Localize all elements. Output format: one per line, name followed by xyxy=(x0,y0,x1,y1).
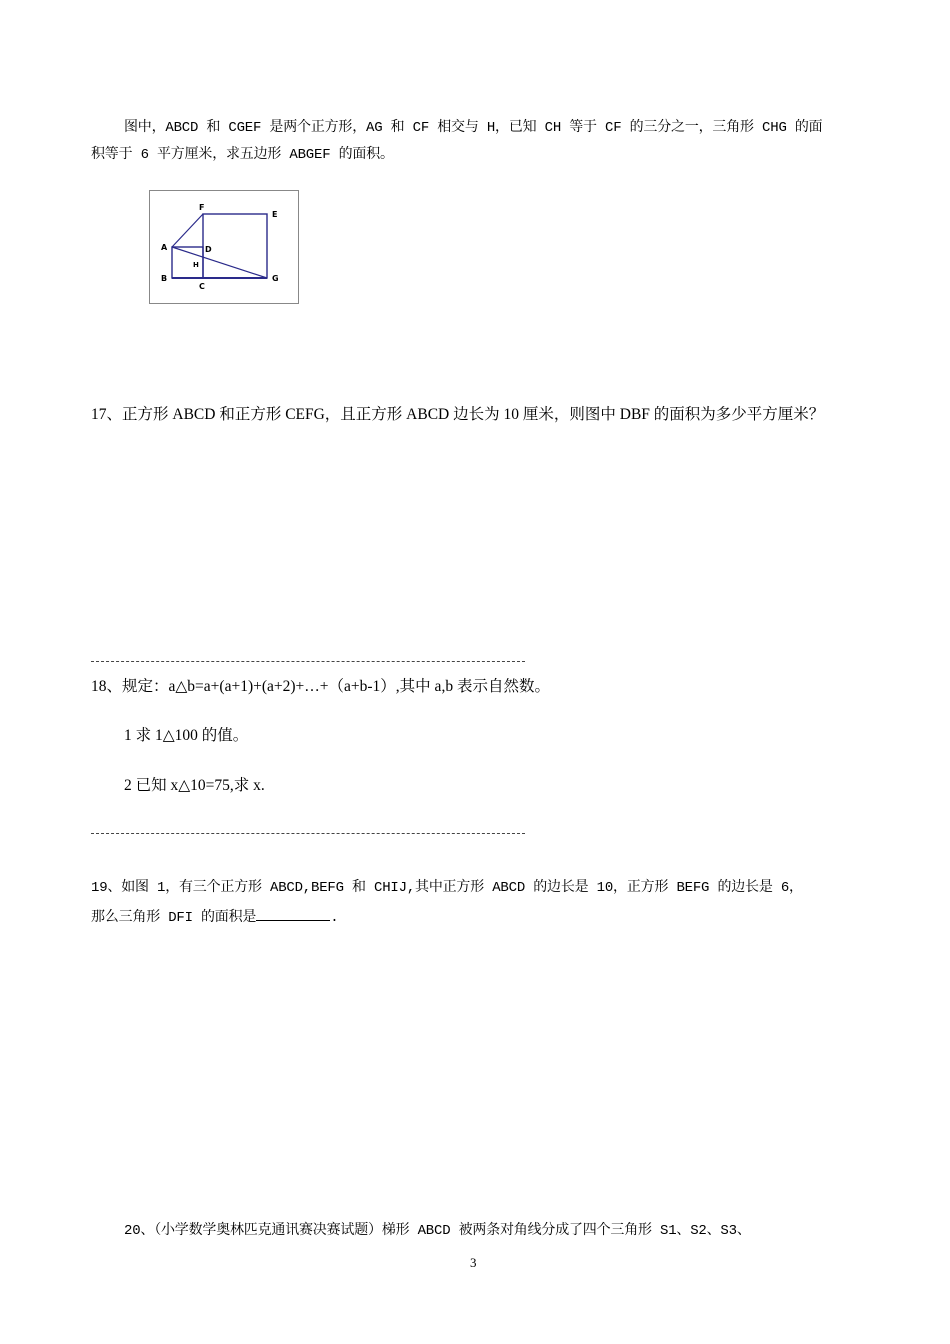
label-h: H xyxy=(193,261,199,269)
label-f: F xyxy=(199,203,205,212)
q18-part2: 2 已知 x△10=75,求 x. xyxy=(124,777,265,794)
question-20: 20、（小学数学奥林匹克通讯赛决赛试题）梯形 ABCD 被两条对角线分成了四个三角形 S1、S2、S3、 xyxy=(124,1223,751,1239)
answer-blank[interactable] xyxy=(256,906,330,921)
q19-line2-text: 那么三角形 DFI 的面积是 xyxy=(91,910,257,926)
question-17: 17、正方形 ABCD 和正方形 CEFG，且正方形 ABCD 边长为 10 厘米，则图中 DBF 的面积为多少平方厘米？ xyxy=(91,406,825,423)
page-number: 3 xyxy=(470,1255,477,1270)
label-c: C xyxy=(199,282,205,291)
q16-line1: 图中，ABCD 和 CGEF 是两个正方形，AG 和 CF 相交与 H，已知 CH 等于 CF 的三分之一，三角形 CHG 的面 xyxy=(124,120,823,136)
label-a: A xyxy=(161,243,168,252)
label-d: D xyxy=(205,245,212,254)
label-e: E xyxy=(272,210,278,219)
divider-1 xyxy=(91,661,525,662)
q19-line1: 19、如图 1，有三个正方形 ABCD,BEFG 和 CHIJ,其中正方形 ABCD 的边长是 10，正方形 BEFG 的边长是 6， xyxy=(91,880,803,896)
divider-2 xyxy=(91,833,525,834)
q18-part1: 1 求 1△100 的值。 xyxy=(124,727,249,744)
q16-geometry-figure xyxy=(149,190,299,304)
q16-line2: 积等于 6 平方厘米，求五边形 ABGEF 的面积。 xyxy=(91,147,394,163)
label-b: B xyxy=(161,274,168,283)
q19-line2-end: . xyxy=(330,910,339,926)
question-18: 18、规定：a△b=a+(a+1)+(a+2)+…+（a+b-1）,其中 a,b 表示自然数。 xyxy=(91,678,550,695)
q19-line2 xyxy=(91,906,338,928)
label-g: G xyxy=(272,274,279,283)
